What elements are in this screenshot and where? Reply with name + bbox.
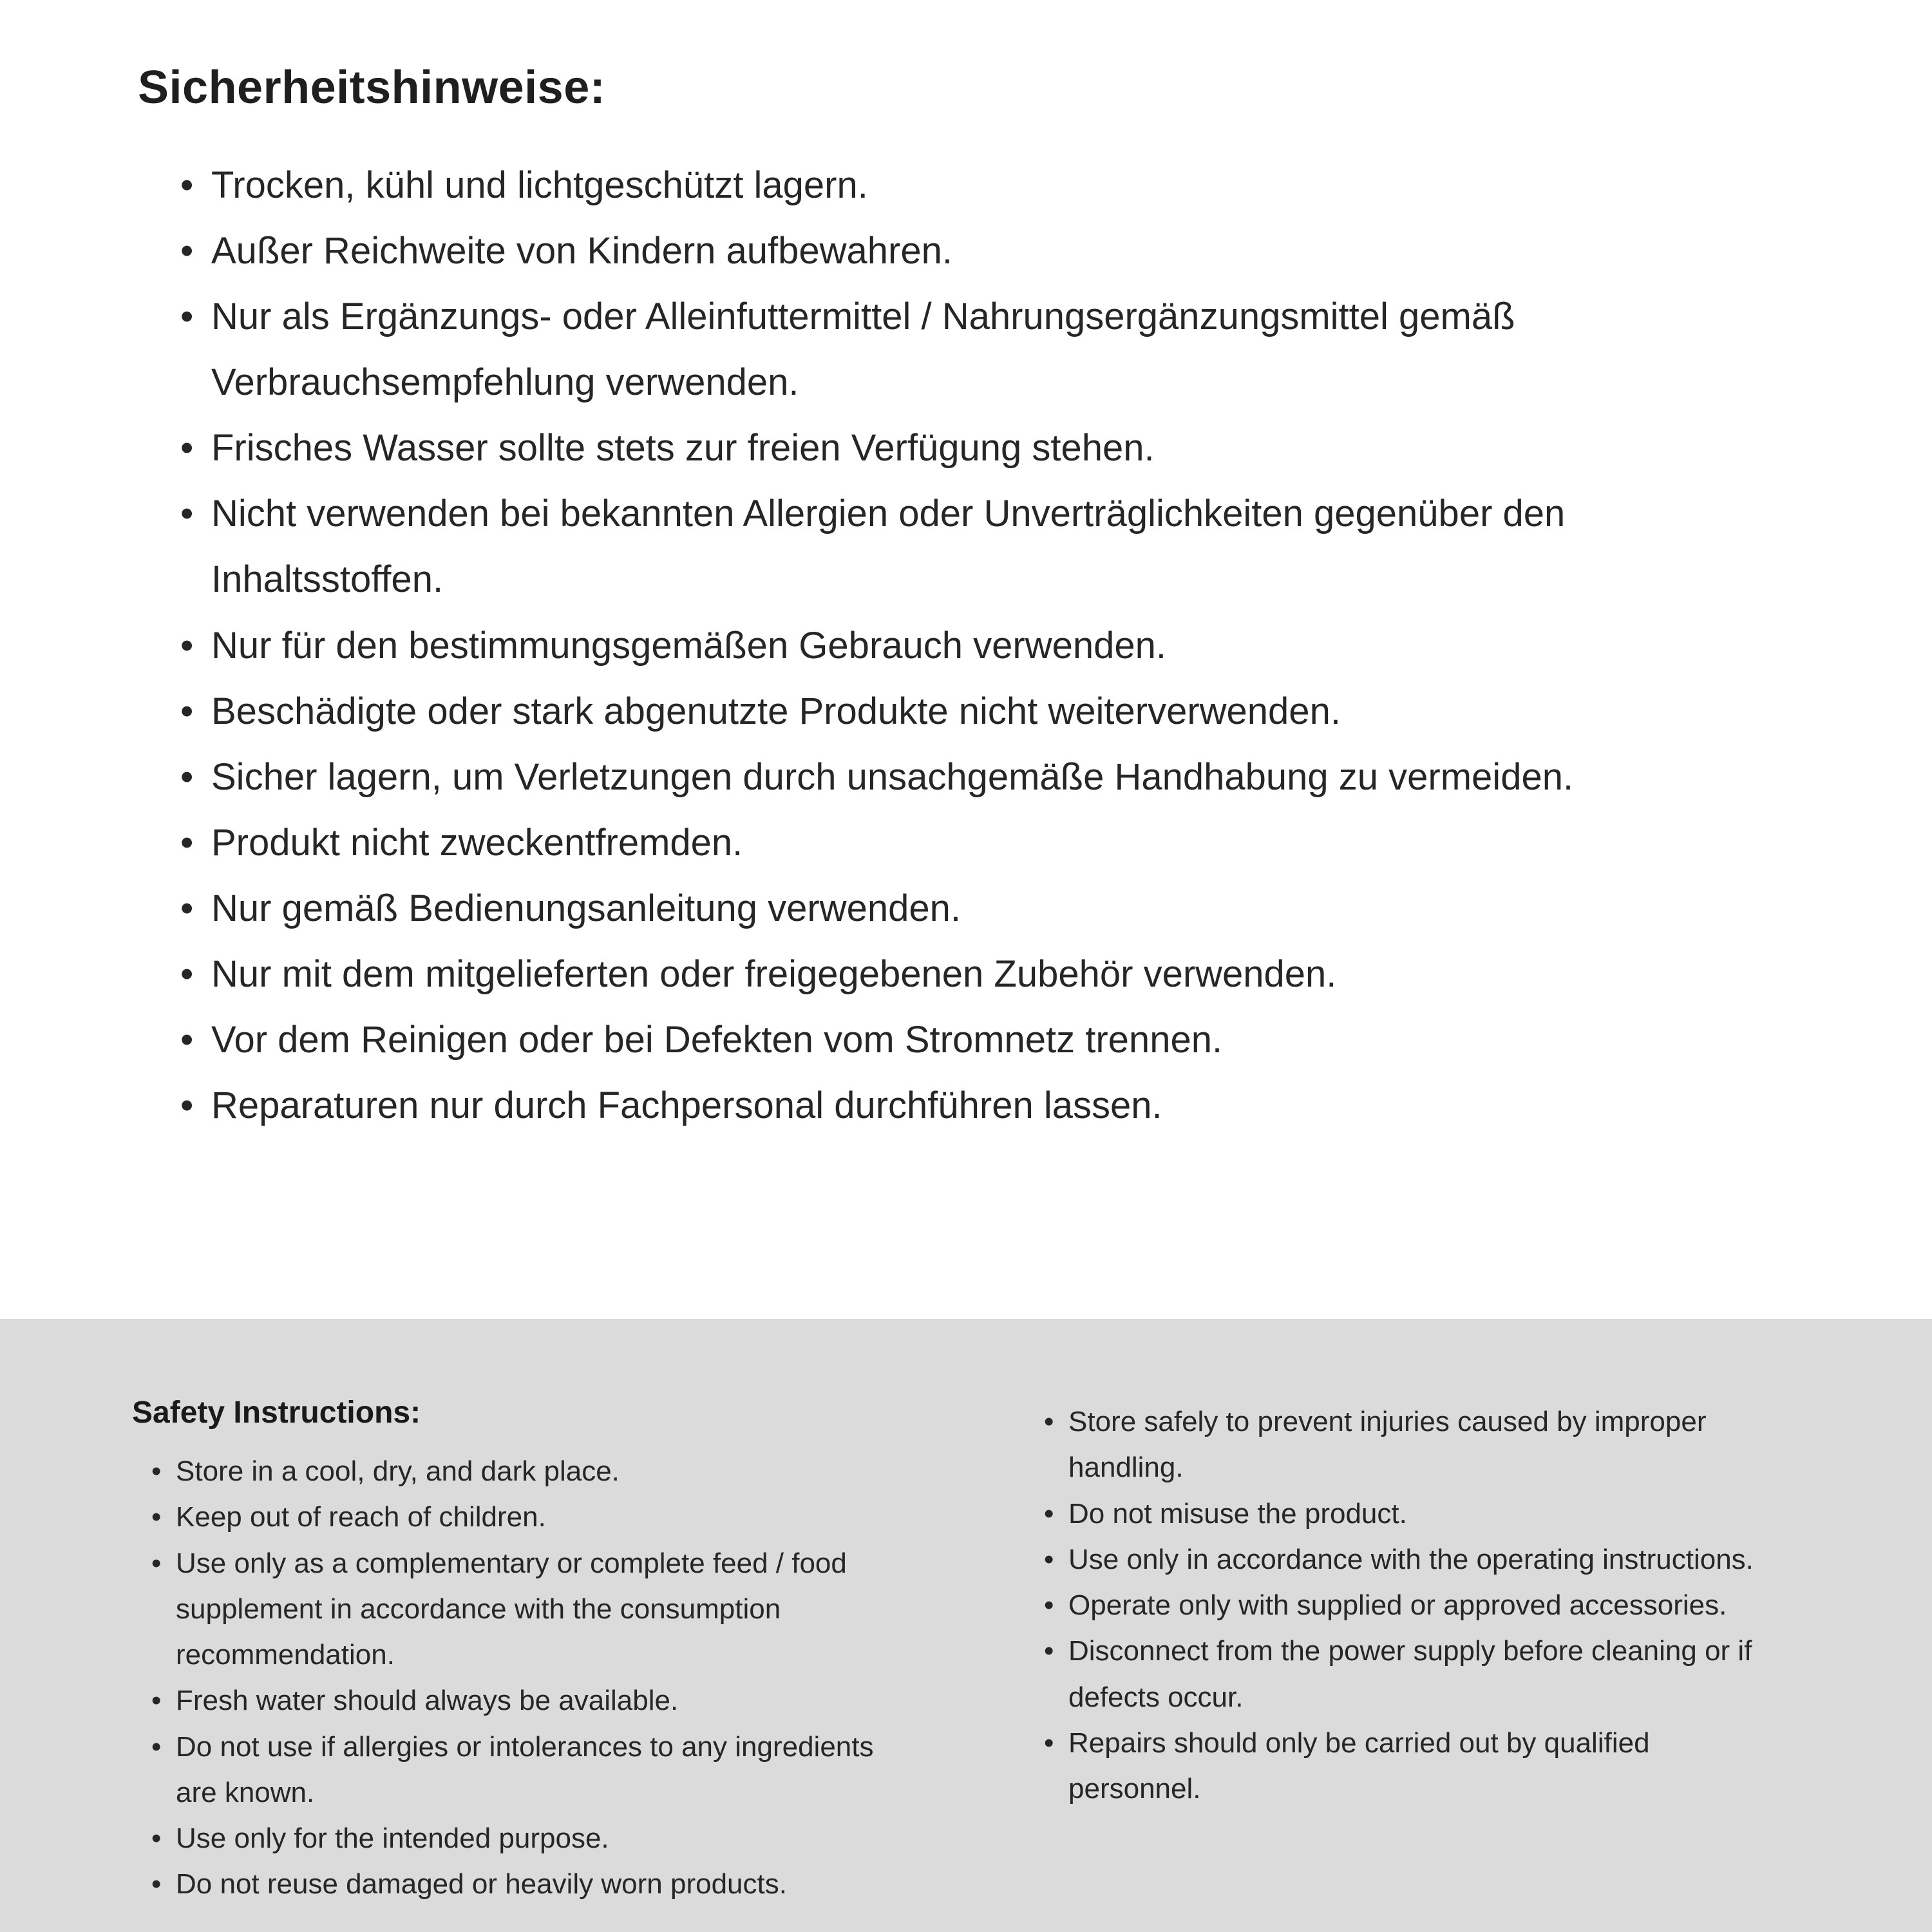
list-item: • Do not reuse damaged or heavily worn products. <box>151 1861 911 1907</box>
german-safety-list <box>180 153 1803 1139</box>
list-item: • Nur für den bestimmungsgemäßen Gebrauch verwenden. <box>180 613 1803 679</box>
list-item: • Repairs should only be carried out by qualified personnel. <box>1044 1720 1765 1812</box>
list-item: • Store in a cool, dry, and dark place. <box>151 1448 911 1494</box>
list-item: • Frisches Wasser sollte stets zur freien Verfügung stehen. <box>180 415 1803 481</box>
list-item: • Nur als Ergänzungs- oder Alleinfuttermittel / Nahrungsergänzungsmittel gemäß Verbrauchsempfehlung verwenden. <box>180 284 1803 415</box>
english-safety-section <box>0 1319 1932 1932</box>
list-item: • Nur mit dem mitgelieferten oder freigegebenen Zubehör verwenden. <box>180 942 1803 1007</box>
list-item: • Use only for the intended purpose. <box>151 1815 911 1861</box>
english-section-title: Safety Instructions: <box>132 1396 421 1430</box>
english-right-column <box>1044 1395 1835 1932</box>
list-item: • Use only as a complementary or complete feed / food supplement in accordance with the consumption recommendation. <box>151 1540 911 1678</box>
list-item: • Keep out of reach of children. <box>151 1494 911 1540</box>
english-safety-list-left <box>151 1448 911 1908</box>
list-item: • Fresh water should always be available. <box>151 1678 911 1723</box>
list-item: • Do not misuse the product. <box>1044 1491 1765 1537</box>
list-item: • Trocken, kühl und lichtgeschützt lagern. <box>180 153 1803 218</box>
german-section-title: Sicherheitshinweise: <box>138 62 606 113</box>
list-item: • Reparaturen nur durch Fachpersonal durchführen lassen. <box>180 1073 1803 1139</box>
list-item: • Produkt nicht zweckentfremden. <box>180 810 1803 876</box>
english-safety-list-right <box>1044 1399 1765 1812</box>
list-item: • Operate only with supplied or approved accessories. <box>1044 1582 1765 1628</box>
list-item: • Do not use if allergies or intolerances to any ingredients are known. <box>151 1724 911 1816</box>
list-item: • Disconnect from the power supply before cleaning or if defects occur. <box>1044 1628 1765 1720</box>
list-item: • Sicher lagern, um Verletzungen durch unsachgemäße Handhabung zu vermeiden. <box>180 744 1803 810</box>
english-left-column <box>132 1395 1044 1932</box>
list-item: • Nicht verwenden bei bekannten Allergien oder Unverträglichkeiten gegenüber den Inhaltsstoffen. <box>180 481 1803 612</box>
list-item: • Use only in accordance with the operating instructions. <box>1044 1537 1765 1582</box>
list-item: • Nur gemäß Bedienungsanleitung verwenden. <box>180 876 1803 942</box>
list-item: • Beschädigte oder stark abgenutzte Produkte nicht weiterverwenden. <box>180 679 1803 744</box>
list-item: • Vor dem Reinigen oder bei Defekten vom Stromnetz trennen. <box>180 1007 1803 1073</box>
list-item: • Store safely to prevent injuries caused by improper handling. <box>1044 1399 1765 1491</box>
list-item: • Außer Reichweite von Kindern aufbewahren. <box>180 218 1803 284</box>
